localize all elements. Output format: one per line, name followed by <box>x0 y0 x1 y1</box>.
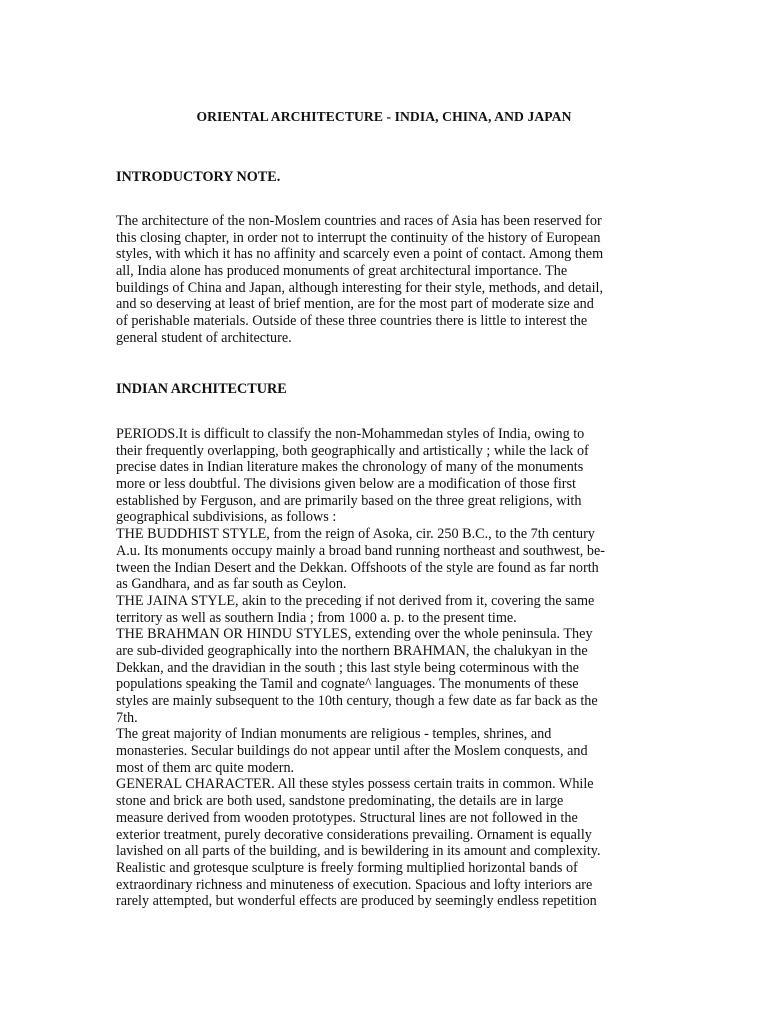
text-line: most of them arc quite modern. <box>116 759 295 776</box>
intro-paragraph <box>116 213 656 347</box>
text-line: exterior treatment, purely decorative considerations prevailing. Ornament is equally <box>116 826 592 843</box>
text-line: precise dates in Indian literature makes the chronology of many of the monuments <box>116 459 584 476</box>
text-line: populations speaking the Tamil and cognate^ languages. The monuments of these <box>116 676 579 693</box>
text-line: lavished on all parts of the building, and is bewildering in its amount and complexity. <box>116 843 601 860</box>
text-line: all, India alone has produced monuments of great architectural importance. The <box>116 263 568 280</box>
text-line: rarely attempted, but wonderful effects are produced by seemingly endless repetition <box>116 893 597 910</box>
text-line: territory as well as southern India ; from 1000 a. p. to the present time. <box>116 609 517 626</box>
text-line: styles, with which it has no affinity and scarcely even a point of contact. Among them <box>116 246 604 263</box>
text-line: THE JAINA STYLE, akin to the preceding if not derived from it, covering the same <box>116 592 595 609</box>
text-line: GENERAL CHARACTER. All these styles possess certain traits in common. While <box>116 776 594 793</box>
text-line: Realistic and grotesque sculpture is freely forming multiplied horizontal bands of <box>116 859 578 876</box>
text-line: more or less doubtful. The divisions given below are a modification of those first <box>116 476 576 493</box>
text-line: styles are mainly subsequent to the 10th century, though a few date as far back as the <box>116 693 598 709</box>
page-title: ORIENTAL ARCHITECTURE - INDIA, CHINA, AND JAPAN <box>196 109 572 124</box>
text-line: 7th. <box>116 709 138 726</box>
text-line: their frequently overlapping, both geographically and artistically ; while the lack of <box>116 442 589 459</box>
text-line: THE BRAHMAN OR HINDU STYLES, extending over the whole peninsula. They <box>116 626 593 643</box>
text-line: general student of architecture. <box>116 329 292 346</box>
text-line: buildings of China and Japan, although interesting for their style, methods, and detail, <box>116 279 604 296</box>
text-line: A.u. Its monuments occupy mainly a broad band running northeast and southwest, be- <box>116 542 605 559</box>
text-line: and so deserving at least of brief mention, are for the most part of moderate size and <box>116 296 594 313</box>
text-line: The architecture of the non-Moslem countries and races of Asia has been reserved for <box>116 213 602 229</box>
text-line: PERIODS.It is difficult to classify the non-Mohammedan styles of India, owing to <box>116 426 585 442</box>
text-line: monasteries. Secular buildings do not appear until after the Moslem conquests, and <box>116 743 588 760</box>
section-heading-indian-architecture: INDIAN ARCHITECTURE <box>116 381 287 397</box>
text-line: established by Ferguson, and are primarily based on the three great religions, with <box>116 492 582 509</box>
text-line: The great majority of Indian monuments are religious - temples, shrines, and <box>116 726 552 743</box>
text-line: of perishable materials. Outside of these three countries there is little to interest the <box>116 313 588 330</box>
text-line: stone and brick are both used, sandstone predominating, the details are in large <box>116 793 564 810</box>
text-line: as Gandhara, and as far south as Ceylon. <box>116 576 347 593</box>
indian-architecture-body <box>116 426 656 910</box>
text-line: are sub-divided geographically into the northern BRAHMAN, the chalukyan in the <box>116 642 588 659</box>
text-line: geographical subdivisions, as follows : <box>116 509 337 526</box>
text-line: Dekkan, and the dravidian in the south ; this last style being coterminous with the <box>116 659 579 676</box>
section-heading-introductory-note: INTRODUCTORY NOTE. <box>116 169 281 185</box>
text-line: THE BUDDHIST STYLE, from the reign of Asoka, cir. 250 B.C., to the 7th century <box>116 526 595 543</box>
text-line: this closing chapter, in order not to interrupt the continuity of the history of European <box>116 229 601 246</box>
text-line: measure derived from wooden prototypes. Structural lines are not followed in the <box>116 809 578 826</box>
text-line: extraordinary richness and minuteness of execution. Spacious and lofty interiors are <box>116 876 593 893</box>
text-line: tween the Indian Desert and the Dekkan. Offshoots of the style are found as far north <box>116 559 599 576</box>
